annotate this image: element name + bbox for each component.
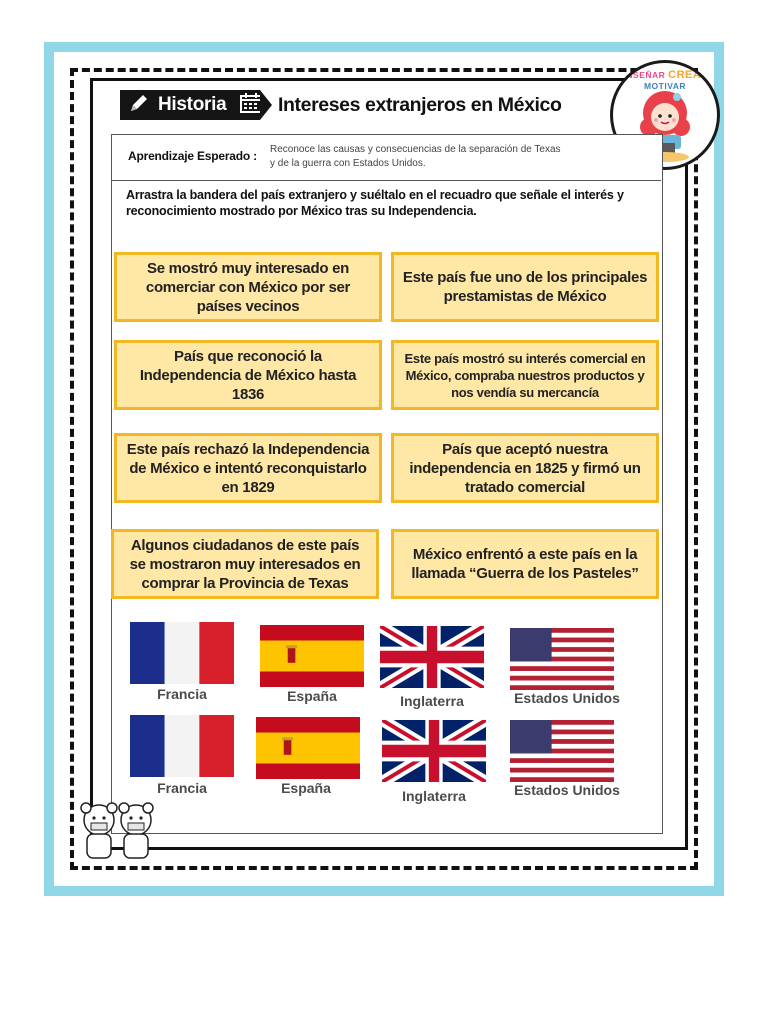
france-flag-icon [130, 715, 234, 777]
flag-spain[interactable] [260, 625, 364, 687]
logo-text: ENSEÑAR CREAR MOTIVAR [620, 69, 710, 91]
flag-label: España [287, 688, 337, 704]
worksheet-frame [44, 42, 724, 896]
flag-label: Inglaterra [400, 693, 464, 709]
drop-zone-card[interactable]: País que aceptó nuestra independencia en 1825 y firmó un tratado comercial [391, 433, 659, 503]
instructions: Arrastra la bandera del país extranjero y suéltalo en el recuadro que señale el interés y reconocimiento mostrado por México tras su Independencia. [126, 188, 624, 218]
france-flag-icon [130, 622, 234, 684]
drop-zone-card[interactable]: Este país rechazó la Independencia de México e intentó reconquistarlo en 1829 [114, 433, 382, 503]
subject-label: Historia [158, 94, 227, 115]
drop-zone-card[interactable]: México enfrentó a este país en la llamada “Guerra de los Pasteles” [391, 529, 659, 599]
drop-zone-card[interactable]: País que reconoció la Independencia de México hasta 1836 [114, 340, 382, 410]
drop-zone-card[interactable]: Algunos ciudadanos de este país se mostraron muy interesados en comprar la Provincia de Texas [111, 529, 379, 599]
subject-ribbon [120, 90, 260, 120]
learning-objective [112, 135, 661, 181]
drop-zone-card[interactable]: Este país mostró su interés comercial en México, compraba nuestros productos y nos vendía su mercancía [391, 340, 659, 410]
flag-label: Estados Unidos [514, 690, 620, 706]
kids-doodle-icon [74, 798, 164, 864]
ribbon-arrow [260, 90, 272, 120]
learning-objective-text: Reconoce las causas y consecuencias de la separación de Texas y de la guerra con Estados Unidos. [270, 144, 561, 169]
usa-flag-icon [510, 720, 614, 782]
flag-label: Inglaterra [402, 788, 466, 804]
flag-united-kingdom[interactable] [382, 720, 486, 782]
spain-flag-icon [260, 625, 364, 687]
page-title: Intereses extranjeros en México [278, 94, 562, 116]
usa-flag-icon [510, 628, 614, 690]
flag-france[interactable] [130, 715, 234, 777]
worksheet-paper [54, 52, 714, 886]
spain-flag-icon [256, 717, 360, 779]
flag-label: Francia [157, 780, 207, 796]
flag-label: Estados Unidos [514, 782, 620, 798]
flag-label: España [281, 780, 331, 796]
flag-usa[interactable] [510, 628, 614, 690]
learning-objective-label: Aprendizaje Esperado : [128, 149, 257, 163]
drop-zone-card[interactable]: Se mostró muy interesado en comerciar con México por ser países vecinos [114, 252, 382, 322]
flag-usa[interactable] [510, 720, 614, 782]
uk-flag-icon [382, 720, 486, 782]
flag-united-kingdom[interactable] [380, 626, 484, 688]
uk-flag-icon [380, 626, 484, 688]
pencil-icon [128, 92, 150, 119]
flag-spain[interactable] [256, 717, 360, 779]
drop-zone-card[interactable]: Este país fue uno de los principales prestamistas de México [391, 252, 659, 322]
flag-france[interactable] [130, 622, 234, 684]
flag-label: Francia [157, 686, 207, 702]
